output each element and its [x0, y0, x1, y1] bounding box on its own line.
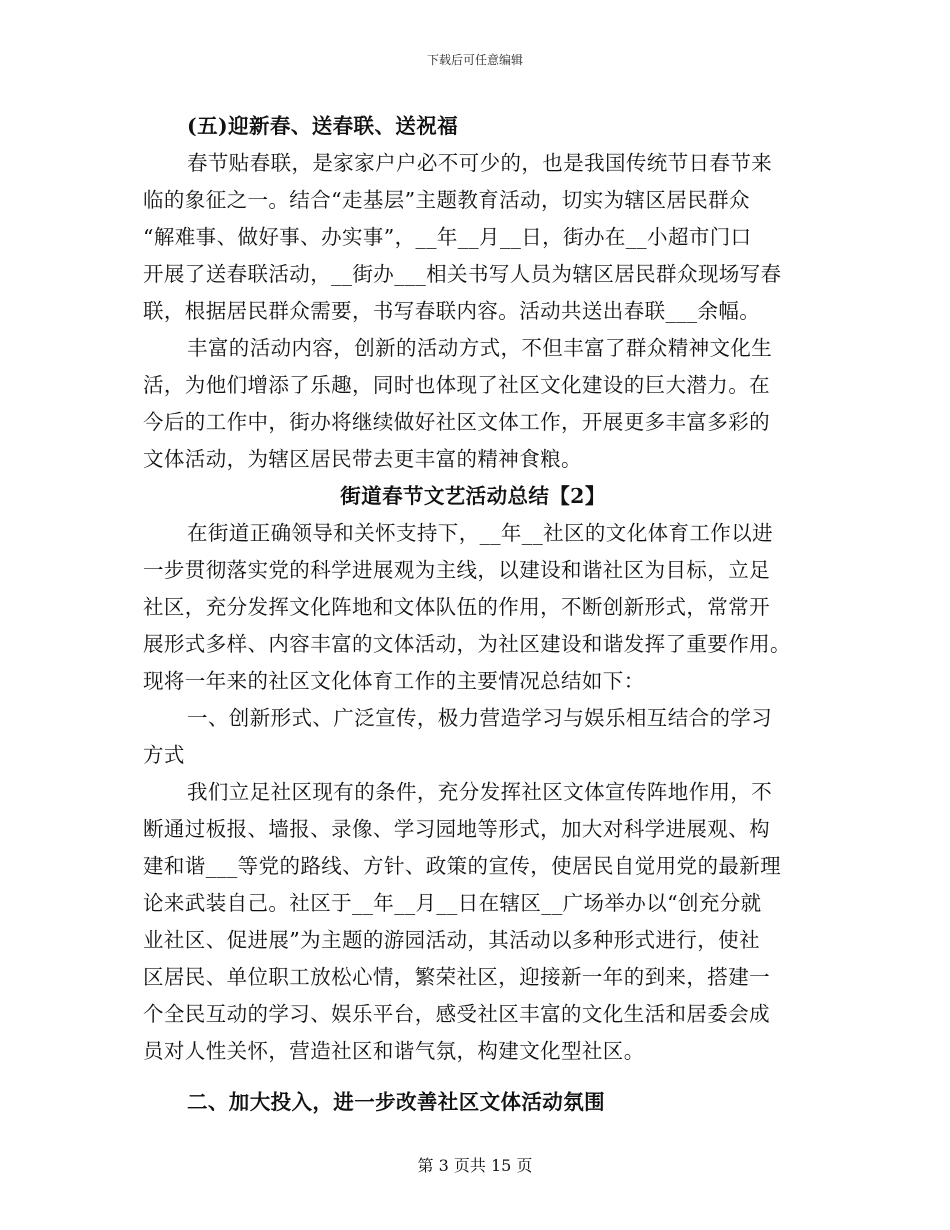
paragraph-line: 春节贴春联，是家家户户必不可少的，也是我国传统节日春节来 [187, 151, 773, 175]
paragraph-line: 在街道正确领导和关怀支持下，__年__社区的文化体育工作以进 [187, 521, 773, 545]
section-heading-1-cont: 方式 [143, 743, 185, 767]
paragraph-line: 开展了送春联活动，__街办___相关书写人员为辖区居民群众现场写春 [143, 262, 782, 286]
paragraph-line: 展形式多样、内容丰富的文体活动，为社区建设和谐发挥了重要作用。 [143, 632, 791, 656]
paragraph-line: 员对人性关怀，营造社区和谐气氛，构建文化型社区。 [143, 1039, 645, 1063]
section-heading-1: 一、创新形式、广泛宣传，极力营造学习与娱乐相互结合的学习 [187, 706, 773, 730]
paragraph-line: 论来武装自己。社区于__年__月__日在辖区__广场举办以“创充分就 [143, 891, 762, 915]
document-body [143, 108, 803, 1121]
paragraph-line: 区居民、单位职工放松心情，繁荣社区，迎接新一年的到来，搭建一 [143, 965, 770, 989]
paragraph-line: “解难事、做好事、办实事”，__年__月__日，街办在__小超市门口 [143, 225, 752, 249]
page-number: 第 3 页共 15 页 [417, 1156, 533, 1175]
section-heading-2: 二、加大投入，进一步改善社区文体活动氛围 [187, 1090, 605, 1114]
paragraph-line: 社区，充分发挥文化阵地和文体队伍的作用，不断创新形式，常常开 [143, 595, 770, 619]
paragraph-line: 今后的工作中，街办将继续做好社区文体工作，开展更多丰富多彩的 [143, 410, 770, 434]
paragraph-line: 断通过板报、墙报、录像、学习园地等形式，加大对科学进展观、构 [143, 817, 770, 841]
paragraph-line: 个全民互动的学习、娱乐平台，感受社区丰富的文化生活和居委会成 [143, 1002, 770, 1026]
paragraph-line: 联，根据居民群众需要，书写春联内容。活动共送出春联___余幅。 [143, 299, 761, 323]
article-title: 街道春节文艺活动总结【2】 [340, 484, 606, 508]
paragraph-line: 建和谐___等党的路线、方针、政策的宣传，使居民自觉用党的最新理 [143, 854, 782, 878]
paragraph-line: 临的象征之一。结合“走基层”主题教育活动，切实为辖区居民群众 [143, 188, 750, 212]
paragraph-line: 一步贯彻落实党的科学进展观为主线，以建设和谐社区为目标，立足 [143, 558, 770, 582]
paragraph-line: 活，为他们增添了乐趣，同时也体现了社区文化建设的巨大潜力。在 [143, 373, 770, 397]
section-heading-5: (五)迎新春、送春联、送祝福 [187, 114, 458, 138]
paragraph-line: 业社区、促进展”为主题的游园活动，其活动以多种形式进行，使社 [143, 928, 760, 952]
paragraph-line: 现将一年来的社区文化体育工作的主要情况总结如下： [143, 669, 645, 693]
page-header: 下载后可任意编辑 [426, 53, 523, 67]
paragraph-line: 我们立足社区现有的条件，充分发挥社区文体宣传阵地作用，不 [187, 780, 773, 804]
paragraph-line: 文体活动，为辖区居民带去更丰富的精神食粮。 [143, 447, 582, 471]
paragraph-line: 丰富的活动内容，创新的活动方式，不但丰富了群众精神文化生 [187, 336, 773, 360]
